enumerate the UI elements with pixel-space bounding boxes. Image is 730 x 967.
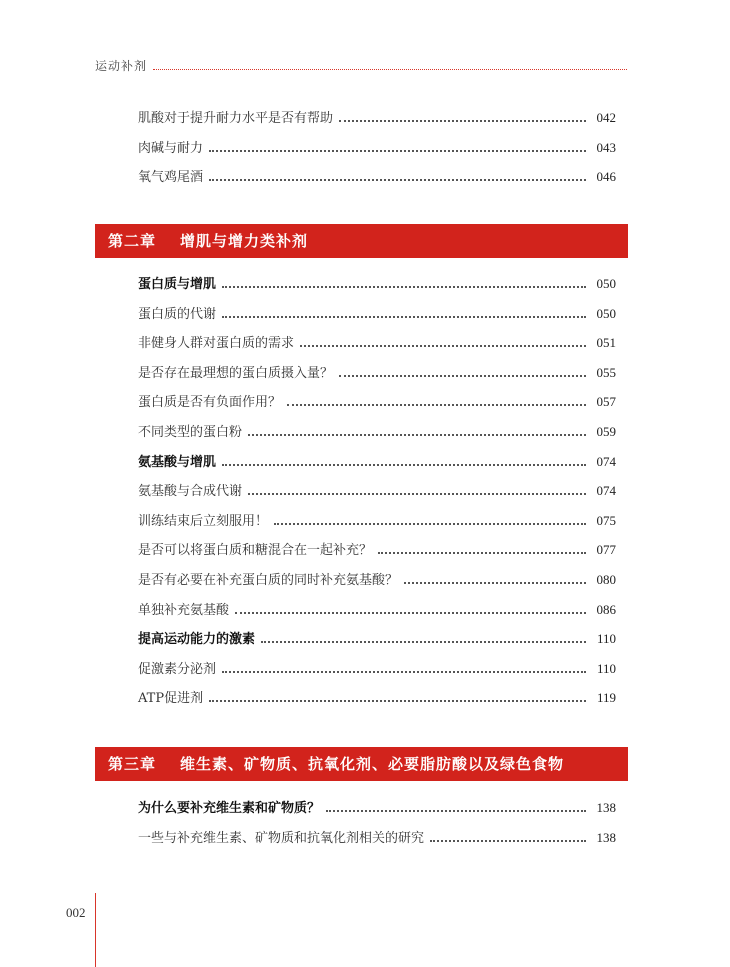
toc-entry-title: 蛋白质是否有负面作用？	[138, 395, 282, 411]
leader-dots	[248, 425, 586, 436]
page-number: 002	[66, 905, 86, 920]
toc-entry-title: 单独补充氨基酸	[138, 602, 230, 618]
toc-entry-page: 050	[596, 276, 616, 291]
toc-entry-title: 提高运动能力的激素	[138, 632, 256, 648]
toc-entry-page: 059	[596, 423, 616, 439]
toc-entry[interactable]	[138, 565, 616, 595]
toc-entry[interactable]	[138, 299, 616, 329]
chapter-name: 增肌与增力类补剂	[180, 232, 309, 250]
leader-dots	[222, 277, 586, 288]
toc-entry-title: 非健身人群对蛋白质的需求	[138, 336, 295, 352]
toc-entry-page: 042	[596, 110, 616, 125]
toc-entry-page: 080	[596, 571, 616, 587]
toc-entry-page: 046	[596, 169, 616, 185]
toc-entry-title: 蛋白质的代谢	[138, 306, 217, 322]
toc-entry-title: 氨基酸与合成代谢	[138, 484, 243, 500]
toc-entry-page: 110	[596, 660, 616, 676]
toc-entry[interactable]	[138, 162, 616, 192]
toc-entry[interactable]	[138, 793, 616, 823]
toc-entry-page: 119	[596, 690, 616, 706]
chapter-heading-3[interactable]	[95, 747, 628, 781]
toc-entry-title: 氧气鸡尾酒	[138, 170, 204, 186]
leader-dots	[300, 336, 586, 347]
leader-dots	[209, 691, 586, 702]
toc-entry-page: 138	[596, 800, 616, 815]
toc-entry-title: 训练结束后立刻服用！	[138, 513, 269, 529]
leader-dots	[209, 170, 586, 181]
toc-entry-page: 074	[596, 483, 616, 499]
leader-dots	[248, 484, 586, 495]
toc-section-chapter-2	[138, 269, 616, 713]
toc-entry[interactable]	[138, 476, 616, 506]
chapter-heading-2[interactable]	[95, 224, 628, 258]
toc-section-chapter-3	[138, 793, 616, 852]
toc-entry-title: 为什么要补充维生素和矿物质？	[138, 801, 321, 816]
toc-entry[interactable]	[138, 417, 616, 447]
chapter-name: 维生素、矿物质、抗氧化剂、必要脂肪酸以及绿色食物	[180, 755, 565, 773]
toc-entry-page: 057	[596, 394, 616, 410]
toc-entry[interactable]	[138, 358, 616, 388]
toc-entry[interactable]	[138, 654, 616, 684]
leader-dots	[222, 662, 586, 673]
leader-dots	[261, 632, 586, 643]
leader-dots	[404, 573, 586, 584]
leader-dots	[287, 395, 586, 406]
toc-entry-title: 是否可以将蛋白质和糖混合在一起补充？	[138, 543, 373, 559]
leader-dots	[339, 111, 586, 122]
toc-entry-page: 077	[596, 542, 616, 558]
toc-entry[interactable]	[138, 823, 616, 853]
toc-entry[interactable]	[138, 447, 616, 477]
leader-dots	[326, 801, 586, 812]
toc-entry[interactable]	[138, 133, 616, 163]
toc-entry[interactable]	[138, 683, 616, 713]
toc-entry[interactable]	[138, 506, 616, 536]
leader-dots	[430, 831, 586, 842]
toc-entry-page: 086	[596, 601, 616, 617]
toc-entry-title: 肌酸对于提升耐力水平是否有帮助	[138, 111, 334, 126]
toc-entry-title: 一些与补充维生素、矿物质和抗氧化剂相关的研究	[138, 830, 425, 846]
toc-entry[interactable]	[138, 103, 616, 133]
toc-entry[interactable]	[138, 269, 616, 299]
toc-entry[interactable]	[138, 624, 616, 654]
toc-entry-title: 肉碱与耐力	[138, 140, 204, 156]
toc-entry-page: 110	[596, 631, 616, 647]
toc-entry[interactable]	[138, 595, 616, 625]
leader-dots	[222, 455, 586, 466]
toc-entry[interactable]	[138, 387, 616, 417]
leader-dots	[339, 366, 586, 377]
toc-section-continued	[138, 103, 616, 192]
running-header-rule	[153, 61, 627, 70]
leader-dots	[222, 307, 586, 318]
toc-entry-title: 是否存在最理想的蛋白质摄入量？	[138, 365, 334, 381]
toc-entry-title: 氨基酸与增肌	[138, 454, 217, 470]
leader-dots	[235, 603, 586, 614]
chapter-number: 第三章	[108, 755, 157, 773]
toc-entry-page: 043	[596, 139, 616, 155]
toc-entry-title: 不同类型的蛋白粉	[138, 424, 243, 440]
toc-entry-page: 075	[596, 512, 616, 528]
toc-entry-page: 055	[596, 364, 616, 380]
toc-entry-title: ATP促进剂	[138, 691, 204, 707]
leader-dots	[378, 543, 586, 554]
toc-entry[interactable]	[138, 535, 616, 565]
toc-entry-page: 074	[596, 453, 616, 469]
toc-entry-page: 051	[596, 335, 616, 351]
leader-dots	[274, 514, 586, 525]
toc-entry-title: 促激素分泌剂	[138, 661, 217, 677]
toc-entry-page: 050	[596, 305, 616, 321]
margin-rule	[95, 893, 96, 967]
toc-entry-title: 蛋白质与增肌	[138, 277, 217, 292]
running-header-title: 运动补剂	[95, 59, 148, 73]
toc-entry-page: 138	[596, 829, 616, 845]
leader-dots	[209, 141, 586, 152]
toc-entry-title: 是否有必要在补充蛋白质的同时补充氨基酸？	[138, 572, 399, 588]
running-header	[95, 57, 627, 74]
toc-entry[interactable]	[138, 328, 616, 358]
chapter-number: 第二章	[108, 232, 157, 250]
